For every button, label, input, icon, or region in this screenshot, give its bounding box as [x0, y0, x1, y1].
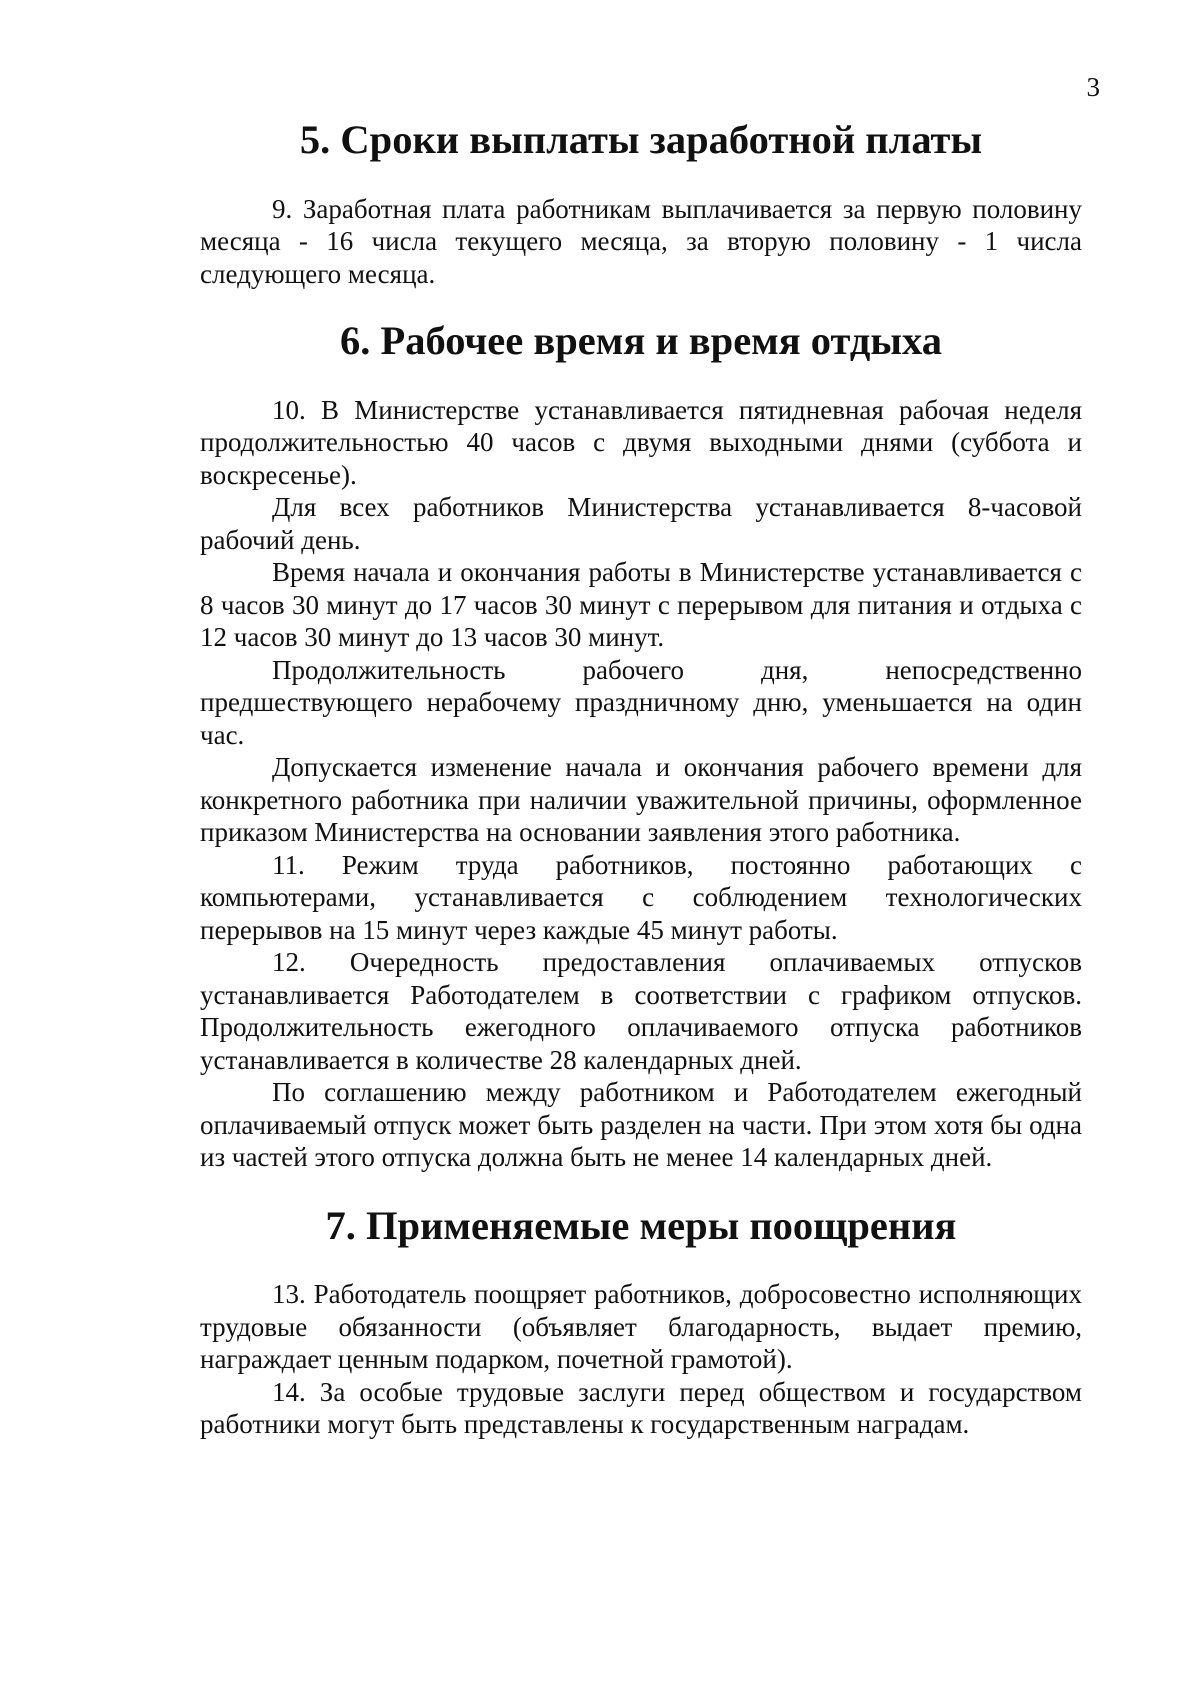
- paragraph-leave-split: По соглашению между работником и Работодателем ежегодный оплачиваемый отпуск может быть разделен на части. При этом хотя бы одна из частей этого отпуска должна быть не менее 14 календарных дней.: [200, 1077, 1082, 1172]
- page-number: 3: [1086, 72, 1100, 102]
- section-heading-7: 7. Применяемые меры поощрения: [325, 1202, 957, 1248]
- section-heading-6: 6. Рабочее время и время отдыха: [340, 318, 942, 363]
- paragraph-9: 9. Заработная плата работникам выплачивается за первую половину месяца - 16 числа текущего месяца, за вторую половину - 1 числа следующего месяца.: [200, 193, 1082, 289]
- paragraph-working-day: Для всех работников Министерства устанавливается 8-часовой рабочий день.: [200, 492, 1082, 555]
- paragraph-10: 10. В Министерстве устанавливается пятидневная рабочая неделя продолжительностью 40 часов с двумя выходными днями (суббота и воскресенье).: [200, 394, 1082, 490]
- paragraph-pre-holiday: Продолжительность рабочего дня, непосредственно предшествующего нерабочему праздничному дню, уменьшается на один час.: [200, 654, 1082, 750]
- paragraph-13: 13. Работодатель поощряет работников, добросовестно исполняющих трудовые обязанности (объявляет благодарность, выдает премию, награждает ценным подарком, почетной грамотой).: [200, 1279, 1082, 1374]
- document-body: [200, 117, 1082, 1441]
- section-heading-5: 5. Сроки выплаты заработной платы: [299, 117, 983, 162]
- paragraph-11: 11. Режим труда работников, постоянно работающих с компьютерами, устанавливается с соблюдением технологических перерывов на 15 минут через каждые 45 минут работы.: [200, 849, 1082, 945]
- paragraph-schedule-change: Допускается изменение начала и окончания рабочего времени для конкретного работника при наличии уважительной причины, оформленное приказом Министерства на основании заявления этого работника.: [200, 752, 1082, 847]
- paragraph-12: 12. Очередность предоставления оплачиваемых отпусков устанавливается Работодателем в соответствии с графиком отпусков. Продолжительность ежегодного оплачиваемого отпуска работников устанавливается в количестве 28 календарных дней.: [200, 947, 1082, 1075]
- paragraph-14: 14. За особые трудовые заслуги перед обществом и государством работники могут быть представлены к государственным наградам.: [200, 1376, 1082, 1439]
- paragraph-work-hours: Время начала и окончания работы в Министерстве устанавливается с 8 часов 30 минут до 17 часов 30 минут с перерывом для питания и отдыха с 12 часов 30 минут до 13 часов 30 минут.: [200, 557, 1082, 652]
